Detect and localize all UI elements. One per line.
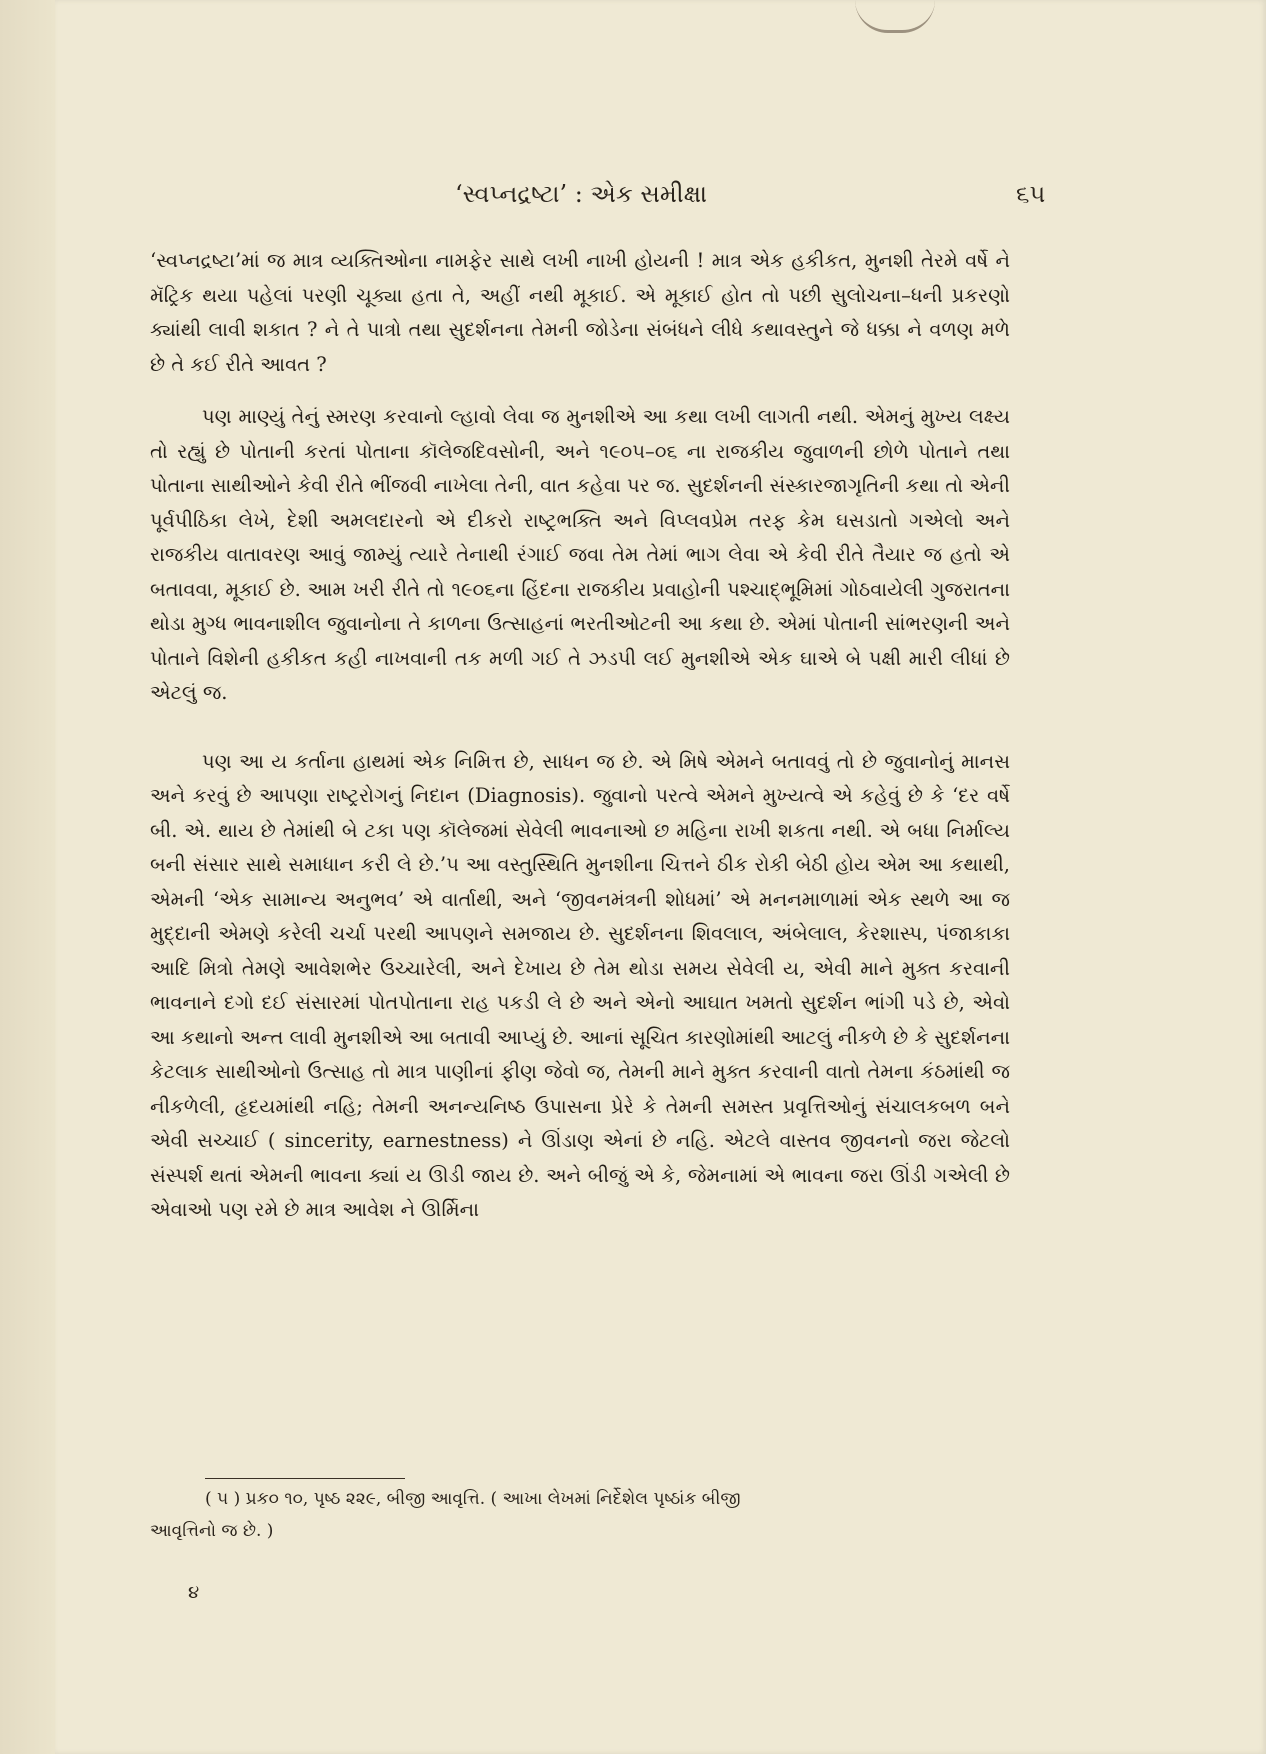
paragraph-2: પણ માણ્યું તેનું સ્મરણ કરવાનો લ્હાવો લેવા જ મુનશીએ આ કથા લખી લાગતી નથી. એમનું મુખ્ય લક્ષ્ય તો રહ્યું છે પોતાની કરતાં પોતાના કૉલેજદિવસોની, અને ૧૯૦૫–૦૬ ના રાજકીય જુવાળની છોળે પોતાને તથા પોતાના સાથીઓને કેવી રીતે ભીંજવી નાખેલા તેની, વાત કહેવા પર જ. સુદર્શનની સંસ્કારજાગૃતિની કથા તો એની પૂર્વપીઠિકા લેખે, દેશી અમલદારનો એ દીકરો રાષ્ટ્રભક્તિ અને વિપ્લવપ્રેમ તરફ કેમ ઘસડાતો ગએલો અને રાજકીય વાતાવરણ આવું જામ્યું ત્યારે તેનાથી રંગાઈ જવા તેમ તેમાં ભાગ લેવા એ કેવી રીતે તૈયાર જ હતો એ બતાવવા, મૂકાઈ છે. આમ ખરી રીતે તો ૧૯૦૬ના હિંદના રાજકીય પ્રવાહોની પશ્ચાદ્ભૂમિમાં ગોઠવાયેલી ગુજરાતના થોડા મુગ્ધ ભાવનાશીલ જુવાનોના તે કાળના ઉત્સાહનાં ભરતીઓટની આ કથા છે. એમાં પોતાની સાંભરણની અને પોતાને વિશેની હકીકત કહી નાખવાની તક મળી ગઈ તે ઝડપી લઈ મુનશીએ એક ઘાએ બે પક્ષી મારી લીધાં છે એટલું જ.	[150, 405, 1010, 704]
page-number: ૬૫	[1016, 180, 1046, 208]
running-title: ‘સ્વપ્નદ્રષ્ટા’ : એક સમીક્ષા	[455, 180, 707, 208]
page-gutter	[0, 0, 55, 1754]
paragraph-3: પણ આ ય કર્તાના હાથમાં એક નિમિત્ત છે, સાધન જ છે. એ મિષે એમને બતાવવું તો છે જુવાનોનું માનસ અને કરવું છે આપણા રાષ્ટ્રરોગનું નિદાન (Diagnosis). જુવાનો પરત્વે એમને મુખ્યત્વે એ કહેવું છે કે ‘દર વર્ષે બી. એ. થાય છે તેમાંથી બે ટકા પણ કૉલેજમાં સેવેલી ભાવનાઓ છ મહિના રાખી શકતા નથી. એ બધા નિર્માલ્ય બની સંસાર સાથે સમાધાન કરી લે છે.’૫ આ વસ્તુસ્થિતિ મુનશીના ચિત્તને ઠીક રોકી બેઠી હોય એમ આ કથાથી, એમની ‘એક સામાન્ય અનુભવ’ એ વાર્તાથી, અને ‘જીવનમંત્રની શોધમાં’ એ મનનમાળામાં એક સ્થળે આ જ મુદ્દાની એમણે કરેલી ચર્ચા પરથી આપણને સમજાય છે. સુદર્શનના શિવલાલ, અંબેલાલ, કેરશાસ્પ, પંજાકાકા આદિ મિત્રો તેમણે આવેશભેર ઉચ્ચારેલી, અને દેખાય છે તેમ થોડા સમય સેવેલી ય, એવી માને મુક્ત કરવાની ભાવનાને દગો દઈ સંસારમાં પોતપોતાના રાહ પકડી લે છે અને એનો આઘાત ખમતો સુદર્શન ભાંગી પડે છે, એવો આ કથાનો અન્ત લાવી મુનશીએ આ બતાવી આપ્યું છે. આનાં સૂચિત કારણોમાંથી આટલું નીકળે છે કે સુદર્શનના કેટલાક સાથીઓનો ઉત્સાહ તો માત્ર પાણીનાં ફીણ જેવો જ, તેમની માને મુક્ત કરવાની વાતો તેમના કંઠમાંથી જ નીકળેલી, હૃદયમાંથી નહિ; તેમની અનન્યનિષ્ઠ ઉપાસના પ્રેરે કે તેમની સમસ્ત પ્રવૃત્તિઓનું સંચાલકબળ બને એવી સચ્ચાઈ ( sincerity, earnestness) ને ઊંડાણ એનાં છે નહિ. એટલે વાસ્તવ જીવનનો જરા જેટલો સંસ્પર્શ થતાં એમની ભાવના ક્યાં ય ઊડી જાય છે. અને બીજું એ કે, જેમનામાં એ ભાવના જરા ઊંડી ગએલી છે એવાઓ પણ રમે છે માત્ર આવેશ ને ઊર્મિના	[150, 749, 1010, 1221]
footnote-line-1: ( ૫ ) પ્રક૦ ૧૦, પૃષ્ઠ ૨૨૯, બીજી આવૃત્તિ. ( આખા લેખમાં નિર્દેશેલ પૃષ્ઠાંક બીજી	[205, 1489, 741, 1509]
footnote-line-2: આવૃત્તિનો જ છે. )	[150, 1521, 274, 1541]
signature-mark: ૪	[188, 1582, 200, 1603]
body-text	[150, 244, 1010, 1228]
paper-stain	[855, 0, 935, 33]
paragraph-1: ‘સ્વપ્નદ્રષ્ટા’માં જ માત્ર વ્યક્તિઓના નામફેર સાથે લખી નાખી હોયની ! માત્ર એક હકીકત, મુનશી તેરમે વર્ષે ને મૅટ્રિક થયા પહેલાં પરણી ચૂક્યા હતા તે, અહીં નથી મૂકાઈ. એ મૂકાઈ હોત તો પછી સુલોચના–ધની પ્રકરણો ક્યાંથી લાવી શકાત ? ને તે પાત્રો તથા સુદર્શનના તેમની જોડેના સંબંધને લીધે કથાવસ્તુને જે ધક્કા ને વળણ મળે છે તે કઈ રીતે આવત ?	[150, 249, 1010, 376]
footnote-divider	[205, 1478, 405, 1479]
footnote-area	[150, 1478, 1010, 1547]
running-header	[0, 180, 1266, 220]
